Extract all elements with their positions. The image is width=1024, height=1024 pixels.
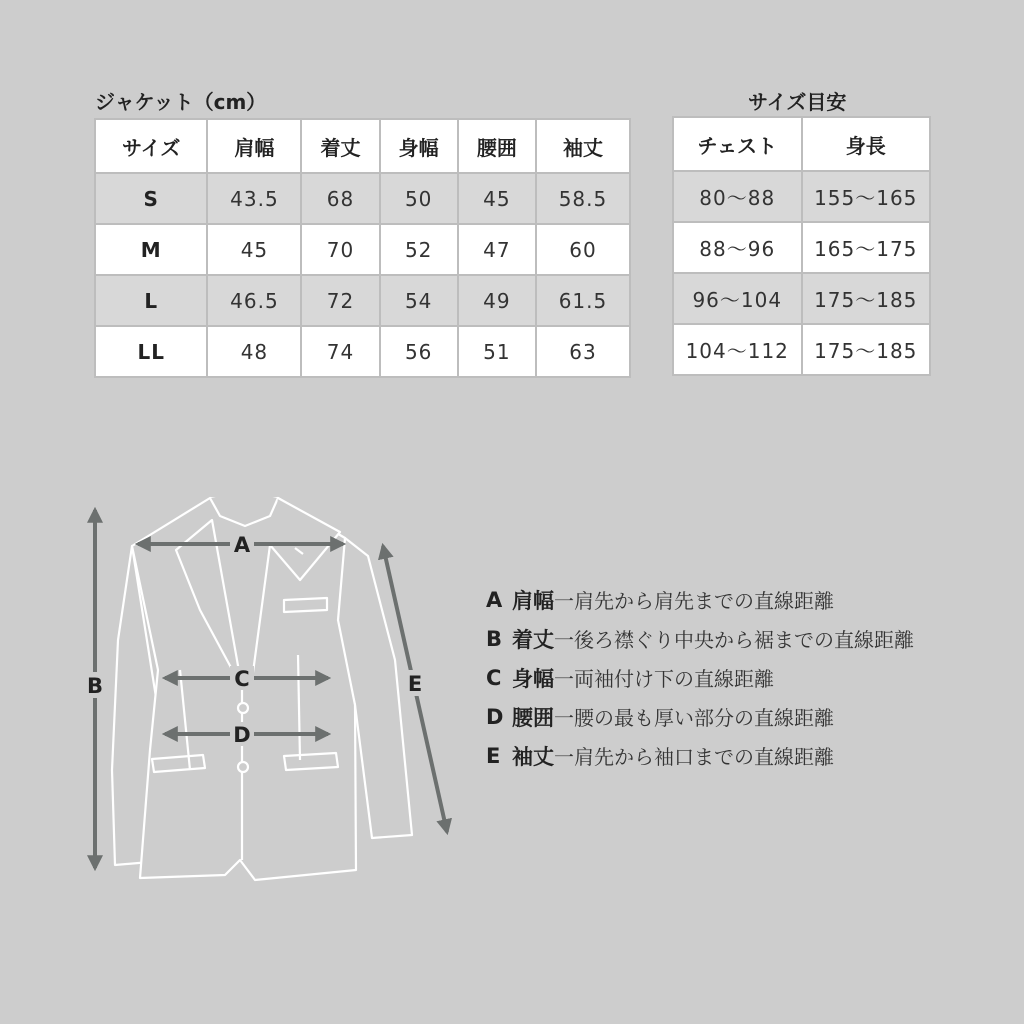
table-cell: 52: [380, 224, 458, 275]
table-cell: 51: [458, 326, 536, 377]
legend-item: [486, 580, 914, 619]
table-cell: 61.5: [536, 275, 630, 326]
table-cell: 43.5: [207, 173, 301, 224]
legend-desc: 一後ろ襟ぐり中央から裾までの直線距離: [554, 628, 914, 652]
table-cell: 49: [458, 275, 536, 326]
header-chest-guide: チェスト: [673, 117, 802, 171]
legend-item: [486, 736, 914, 775]
legend-term: 着丈: [512, 627, 554, 652]
legend-term: 袖丈: [512, 744, 554, 769]
legend-term: 肩幅: [512, 588, 554, 613]
table-row: [95, 173, 630, 224]
legend-desc: 一腰の最も厚い部分の直線距離: [554, 706, 834, 730]
size-label: L: [95, 275, 207, 326]
table-cell: 56: [380, 326, 458, 377]
table-row: [673, 222, 930, 273]
table-cell: 47: [458, 224, 536, 275]
size-label: M: [95, 224, 207, 275]
label-d: D: [233, 723, 251, 747]
measurement-legend: [486, 580, 914, 775]
table-row: [95, 326, 630, 377]
jacket-size-table: [94, 118, 631, 378]
header-length: 着丈: [301, 119, 379, 173]
table-cell: 74: [301, 326, 379, 377]
table-cell: 63: [536, 326, 630, 377]
legend-letter: E: [486, 743, 501, 768]
table-cell: 54: [380, 275, 458, 326]
legend-desc: 一肩先から肩先までの直線距離: [554, 589, 834, 613]
table-header-row: [673, 117, 930, 171]
table-row: [673, 171, 930, 222]
legend-letter: D: [486, 704, 504, 729]
jacket-table-title: ジャケット（cm）: [95, 90, 267, 114]
label-e: E: [407, 672, 423, 696]
table-cell: 45: [458, 173, 536, 224]
legend-item: [486, 658, 914, 697]
legend-term: 身幅: [512, 666, 554, 691]
table-cell: 50: [380, 173, 458, 224]
header-size: サイズ: [95, 119, 207, 173]
header-chest: 身幅: [380, 119, 458, 173]
jacket-illustration: [112, 498, 412, 880]
size-guide-title: サイズ目安: [748, 90, 847, 114]
table-cell: 72: [301, 275, 379, 326]
header-height: 身長: [802, 117, 931, 171]
header-waist: 腰囲: [458, 119, 536, 173]
legend-item: [486, 619, 914, 658]
table-cell: 155～165: [802, 171, 931, 222]
label-b: B: [86, 674, 104, 698]
legend-letter: B: [486, 626, 503, 651]
header-shoulder: 肩幅: [207, 119, 301, 173]
label-a: A: [233, 533, 251, 557]
label-c: C: [234, 667, 250, 691]
table-cell: 48: [207, 326, 301, 377]
table-cell: 80～88: [673, 171, 802, 222]
legend-desc: 一両袖付け下の直線距離: [554, 667, 774, 691]
table-cell: 68: [301, 173, 379, 224]
jacket-diagram: [0, 470, 480, 900]
table-cell: 175～185: [802, 324, 931, 375]
table-cell: 175～185: [802, 273, 931, 324]
size-label: S: [95, 173, 207, 224]
table-cell: 58.5: [536, 173, 630, 224]
table-cell: 96～104: [673, 273, 802, 324]
legend-item: [486, 697, 914, 736]
table-row: [673, 273, 930, 324]
table-header-row: [95, 119, 630, 173]
legend-desc: 一肩先から袖口までの直線距離: [554, 745, 834, 769]
table-row: [673, 324, 930, 375]
legend-letter: A: [486, 587, 503, 612]
table-cell: 104～112: [673, 324, 802, 375]
table-cell: 60: [536, 224, 630, 275]
table-cell: 46.5: [207, 275, 301, 326]
size-label: LL: [95, 326, 207, 377]
table-cell: 70: [301, 224, 379, 275]
table-cell: 165～175: [802, 222, 931, 273]
legend-letter: C: [486, 665, 502, 690]
table-cell: 88～96: [673, 222, 802, 273]
table-cell: 45: [207, 224, 301, 275]
table-row: [95, 224, 630, 275]
header-sleeve: 袖丈: [536, 119, 630, 173]
legend-term: 腰囲: [512, 705, 554, 730]
size-guide-table: [672, 116, 931, 376]
table-row: [95, 275, 630, 326]
